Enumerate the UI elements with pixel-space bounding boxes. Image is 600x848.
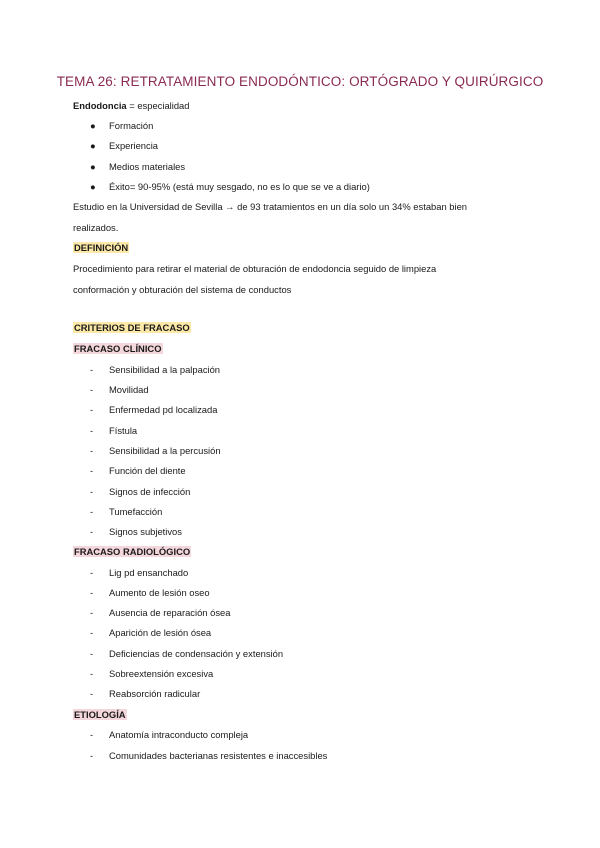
etiologia-heading: ETIOLOGÍA xyxy=(74,709,126,720)
bullet-icon: ● xyxy=(90,181,96,192)
clinico-heading: FRACASO CLÍNICO xyxy=(74,343,162,354)
definicion-heading: DEFINICIÓN xyxy=(74,242,129,253)
definicion-text: Procedimiento para retirar el material de obturación de endodoncia seguido de limpieza xyxy=(73,263,437,274)
list-item: - Sensibilidad a la palpación xyxy=(90,364,221,375)
intro-term: Endodoncia xyxy=(73,100,127,111)
list-item: - Aparición de lesión ósea xyxy=(90,627,212,638)
list-item: ● Experiencia xyxy=(90,140,158,151)
study-line: Estudio en la Universidad de Sevilla → de 93 tratamientos en un día solo un 34% estaban bien xyxy=(73,201,468,212)
list-item: ● Éxito= 90-95% (está muy sesgado, no es lo que se ve a diario) xyxy=(90,181,370,192)
list-item: - Deficiencias de condensación y extensión xyxy=(90,648,284,659)
bullet-icon: ● xyxy=(90,140,96,151)
list-item: - Ausencia de reparación ósea xyxy=(90,607,231,618)
intro-rest: = especialidad xyxy=(126,100,190,111)
list-item: - Fístula xyxy=(90,425,138,436)
list-item: - Signos subjetivos xyxy=(90,526,182,537)
list-item: - Signos de infección xyxy=(90,486,191,497)
list-item: - Enfermedad pd localizada xyxy=(90,404,218,415)
list-item: - Función del diente xyxy=(90,465,186,476)
list-item: - Movilidad xyxy=(90,384,149,395)
list-item: - Lig pd ensanchado xyxy=(90,567,189,578)
intro-line xyxy=(73,100,189,112)
study-line: realizados. xyxy=(73,222,119,233)
list-item: - Aumento de lesión oseo xyxy=(90,587,210,598)
list-item: - Anatomía intraconducto compleja xyxy=(90,729,249,740)
list-item: - Reabsorción radicular xyxy=(90,688,201,699)
list-item: - Tumefacción xyxy=(90,506,163,517)
criterios-heading: CRITERIOS DE FRACASO xyxy=(74,322,190,333)
bullet-icon: ● xyxy=(90,161,96,172)
document-title: TEMA 26: RETRATAMIENTO ENDODÓNTICO: ORTÓGRADO Y QUIRÚRGICO xyxy=(56,74,544,89)
list-item: - Sensibilidad a la percusión xyxy=(90,445,221,456)
list-item: ● Formación xyxy=(90,120,154,131)
definicion-text: conformación y obturación del sistema de conductos xyxy=(73,284,292,295)
list-item: - Comunidades bacterianas resistentes e inaccesibles xyxy=(90,750,328,761)
radiologico-heading: FRACASO RADIOLÓGICO xyxy=(74,546,191,557)
bullet-icon: ● xyxy=(90,120,96,131)
list-item: - Sobreextensión excesiva xyxy=(90,668,214,679)
list-item: ● Medios materiales xyxy=(90,161,186,172)
